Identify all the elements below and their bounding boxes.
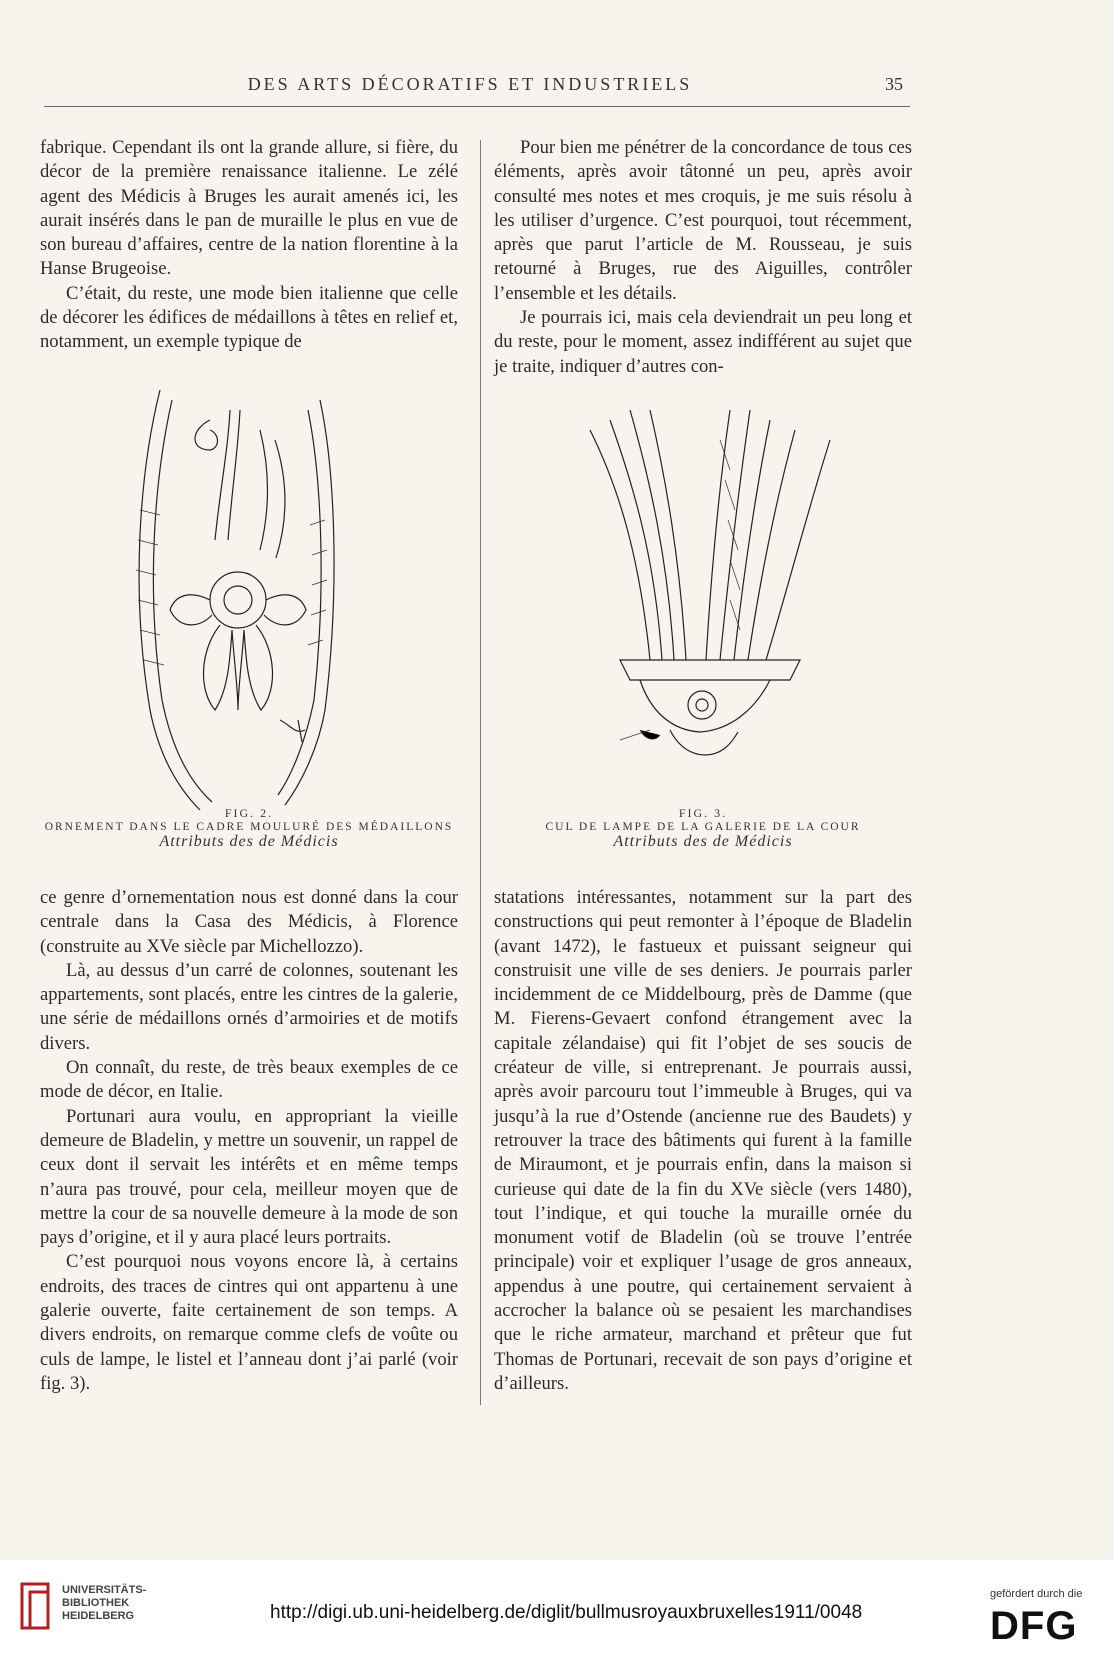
header-rule: [44, 106, 910, 107]
figure-title: ORNEMENT DANS LE CADRE MOULURÉ DES MÉDAILLONS: [44, 821, 454, 833]
funding-note: gefördert durch die: [990, 1588, 1083, 1600]
column-rule: [480, 140, 481, 1405]
paragraph: fabrique. Cependant ils ont la grande allure, si fière, du décor de la première renaissance italienne. Le zélé agent des Médicis à Bruges les aurait amenés ici, les aurait insérés dans le pan de muraille le plus en vue de son bureau d’affaires, centre de la nation florentine à la Hanse Brugeoise.: [40, 137, 458, 280]
paragraph: Je pourrais ici, mais cela deviendrait un peu long et du reste, pour le moment, assez indifférent au sujet que je traite, indiquer d’autres con-: [494, 307, 912, 377]
paragraph: C’était, du reste, une mode bien italienne que celle de décorer les édifices de médaillons à têtes en relief et, notamment, un exemple typique de: [40, 282, 458, 353]
left-column-top: [40, 136, 458, 355]
footer-bar: [0, 1560, 1114, 1655]
figure-3-caption: [494, 806, 912, 851]
dfg-logo: DFG: [990, 1604, 1078, 1648]
figure-3-drawing: [580, 410, 840, 810]
figure-2-drawing: [120, 390, 350, 810]
paragraph: On connaît, du reste, de très beaux exemples de ce mode de décor, en Italie.: [40, 1057, 458, 1103]
figure-label: FIG. 2.: [224, 806, 274, 820]
university-library-logo-icon: [20, 1578, 54, 1634]
right-column-bottom: [494, 886, 912, 1396]
paragraph: ce genre d’ornementation nous est donné dans la cour centrale dans la Casa des Médicis, à Florence (construite au XVe siècle par Michellozzo).: [40, 887, 458, 957]
figure-title: CUL DE LAMPE DE LA GALERIE DE LA COUR: [545, 821, 861, 833]
paragraph: C’est pourquoi nous voyons encore là, à certains endroits, des traces de cintres qui ont appartenu à une galerie ouverte, faite certainement de son temps. A divers endroits, on remarque comme clefs de voûte ou culs de lampe, le listel et l’anneau dont j’ai parlé (voir fig. 3).: [40, 1251, 458, 1394]
right-column-top: [494, 136, 912, 379]
figure-subtitle: Attributs des de Médicis: [613, 833, 793, 850]
paragraph: Là, au dessus d’un carré de colonnes, soutenant les appartements, sont placés, entre les cintres de la galerie, une série de médaillons ornés d’armoiries et de motifs divers.: [40, 959, 458, 1054]
left-column-bottom: [40, 886, 458, 1396]
paragraph: Pour bien me pénétrer de la concordance de tous ces éléments, après avoir tâtonné un peu, après avoir consulté mes notes et mes croquis, je me suis résolu à les utiliser d’urgence. C’est pourquoi, tout récemment, après que parut l’article de M. Rousseau, je suis retourné à Bruges, rue des Aiguilles, contrôler l’ensemble et les détails.: [494, 137, 912, 304]
figure-2-caption: [40, 806, 458, 851]
page-number: 35: [885, 74, 903, 94]
figure-label: FIG. 3.: [678, 806, 728, 820]
figure-subtitle: Attributs des de Médicis: [159, 833, 339, 850]
paragraph: statations intéressantes, notamment sur la part des constructions qui peut remonter à l’époque de Bladelin (avant 1472), le fastueux et puissant seigneur qui construisit une ville de ses deniers. Je pourrais parler incidemment de ce Middelbourg, près de Damme (que M. Fierens-Gevaert confond étrangement avec la capitale zélandaise) qui fit l’objet de ses soucis de créateur de ville, si entreprenant. Je pourrais aussi, après avoir parcouru tout l’immeuble à Bruges, qui va jusqu’à la rue d’Ostende (ancienne rue des Baudets) y retrouver la trace des bâtiments qui furent à la famille de Miraumont, et je pourrais enfin, dans la maison si curieuse qui date de la fin du XVe siècle (vers 1480), tout l’indique, et qui touche la muraille ornée du monument votif de Bladelin (où se trouve l’entrée principale) voir et expliquer l’usage de gros anneaux, appendus à une poutre, qui certainement servaient à accrocher la balance où se pesaient les marchandises que le riche armateur, marchand et prêteur que fut Thomas de Portunari, recevait de son pays d’origine et d’ailleurs.: [494, 887, 912, 1394]
source-url-link[interactable]: http://digi.ub.uni-heidelberg.de/diglit/bullmusroyauxbruxelles1911/0048: [270, 1602, 863, 1623]
library-name: UNIVERSITÄTS- BIBLIOTHEK HEIDELBERG: [62, 1584, 147, 1622]
paragraph: Portunari aura voulu, en appropriant la vieille demeure de Bladelin, y mettre un souvenir, un rappel de ceux dont il servait les intérêts et en même temps n’aura pas trouvé, pour cela, meilleur moyen que de mettre la cour de sa nouvelle demeure à la mode de son pays d’origine, et il y aura placé leurs portraits.: [40, 1105, 458, 1249]
running-title: DES ARTS DÉCORATIFS ET INDUSTRIELS: [247, 74, 693, 94]
